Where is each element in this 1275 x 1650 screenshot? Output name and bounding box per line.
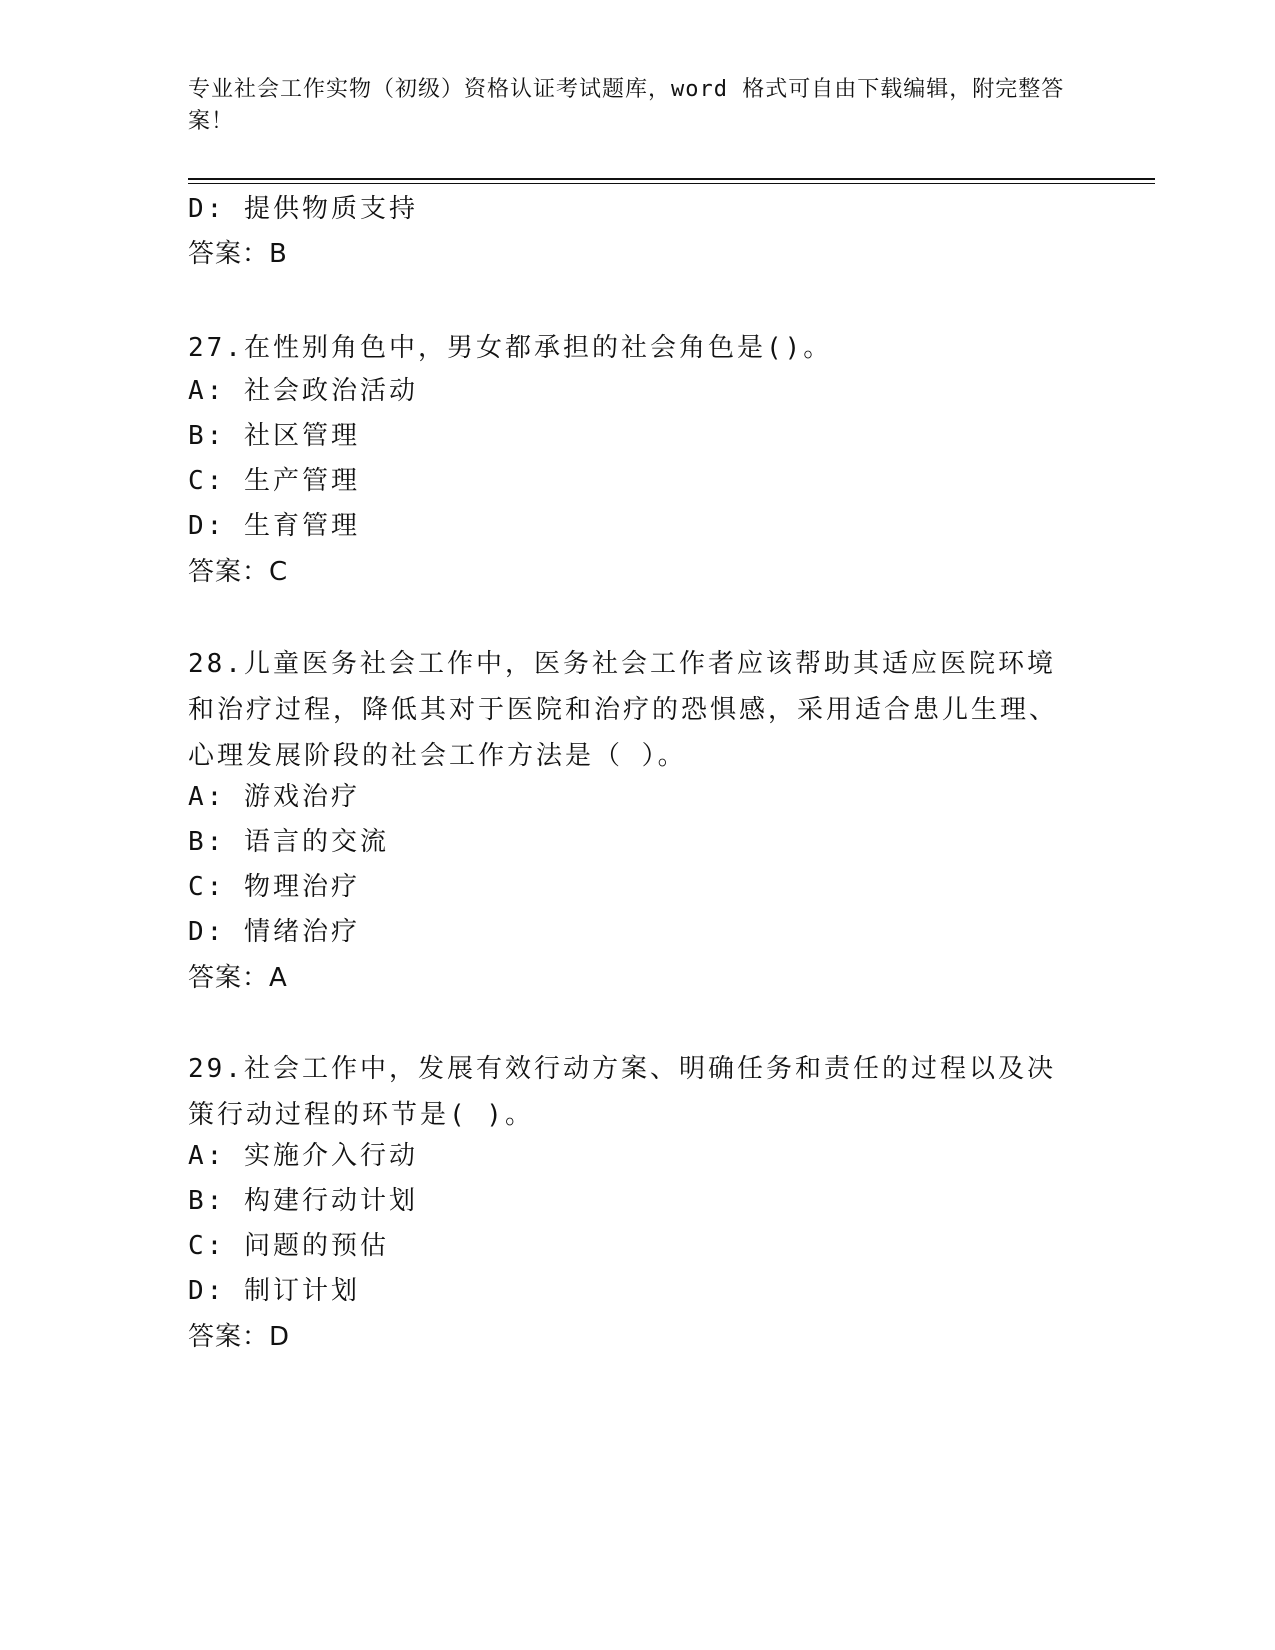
- option-b: B: 构建行动计划: [188, 1186, 418, 1216]
- option-c: C: 物理治疗: [188, 872, 360, 902]
- answer-line: 答案：A: [188, 963, 288, 993]
- question-stem-29: 29.社会工作中，发展有效行动方案、明确任务和责任的过程以及决策行动过程的环节是( )。: [188, 1054, 1056, 1130]
- option-c: C: 问题的预估: [188, 1231, 389, 1261]
- option-b: B: 语言的交流: [188, 827, 389, 857]
- option-b: B: 社区管理: [188, 421, 360, 451]
- option-a: A: 实施介入行动: [188, 1141, 418, 1171]
- option-c: C: 生产管理: [188, 466, 360, 496]
- answer-line: 答案：C: [188, 557, 289, 587]
- document-header: 专业社会工作实物（初级）资格认证考试题库，word 格式可自由下载编辑，附完整答案！: [188, 77, 1065, 134]
- option-d: D: 提供物质支持: [188, 194, 418, 224]
- answer-line: 答案：D: [188, 1322, 291, 1352]
- option-a: A: 游戏治疗: [188, 782, 360, 812]
- option-d: D: 情绪治疗: [188, 917, 360, 947]
- answer-line: 答案：B: [188, 239, 288, 269]
- question-stem-27: 27.在性别角色中，男女都承担的社会角色是()。: [188, 333, 833, 363]
- header-rule-thin: [188, 183, 1155, 184]
- question-stem-28: 28.儿童医务社会工作中，医务社会工作者应该帮助其适应医院环境和治疗过程，降低其对于医院和治疗的恐惧感，采用适合患儿生理、心理发展阶段的社会工作方法是（ ）。: [188, 649, 1059, 771]
- option-d: D: 生育管理: [188, 511, 360, 541]
- option-a: A: 社会政治活动: [188, 376, 418, 406]
- option-d: D: 制订计划: [188, 1276, 360, 1306]
- header-rule-thick: [188, 178, 1155, 180]
